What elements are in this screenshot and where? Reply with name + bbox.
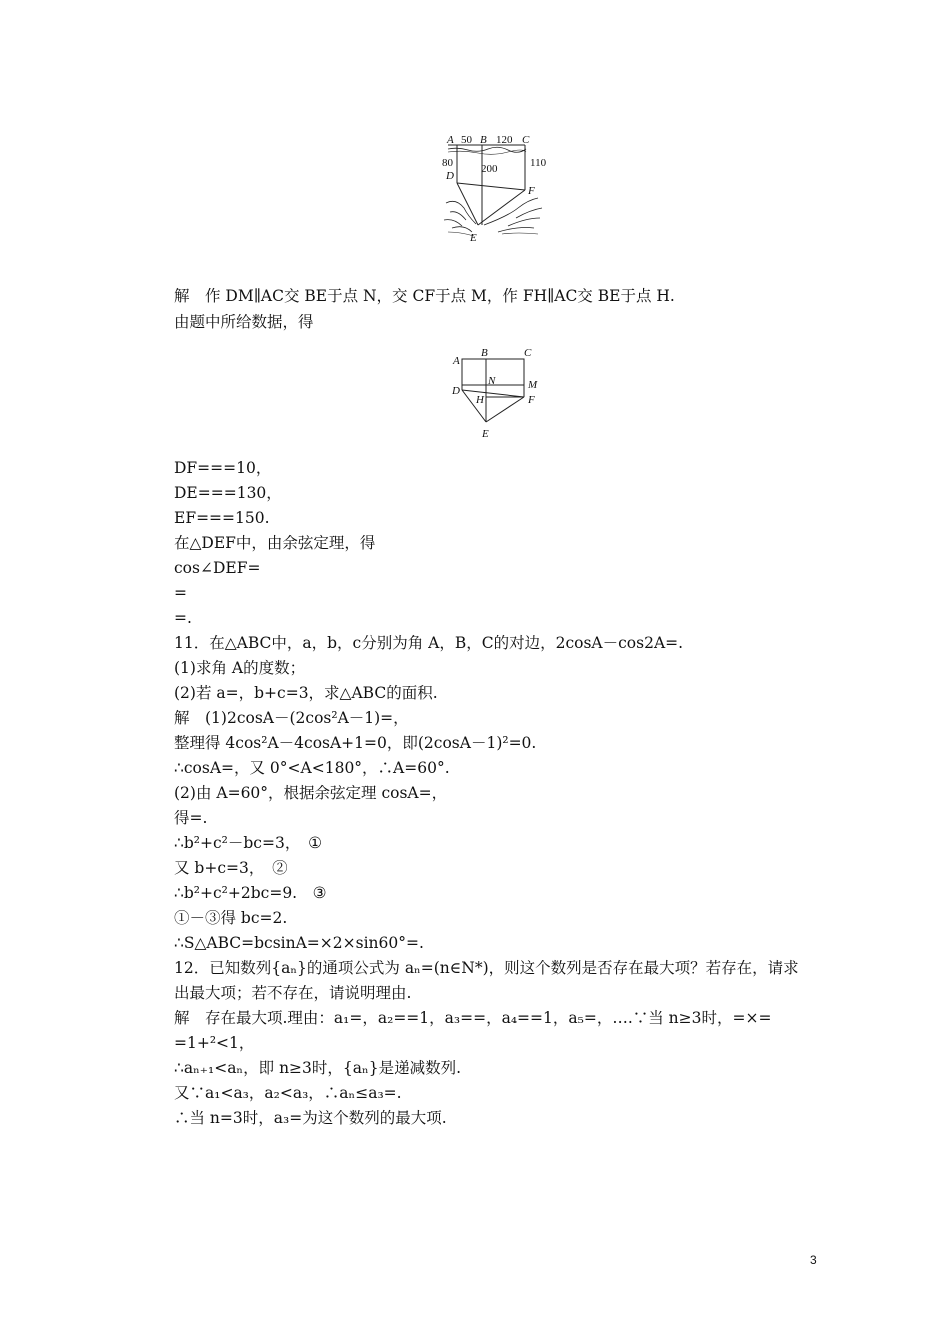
problem-12: 12．已知数列{aₙ}的通项公式为 aₙ=(n∈N*)，则这个数列是否存在最大项？若存在，请求 xyxy=(174,959,799,977)
fig1-num-80: 80 xyxy=(442,157,453,169)
fig2-label-D: D xyxy=(452,385,460,397)
fig1-num-110: 110 xyxy=(530,157,547,169)
fig1-num-50: 50 xyxy=(461,134,472,146)
figure-river-diagram xyxy=(438,128,556,246)
fig2-label-N: N xyxy=(488,375,496,387)
solution-12-line4: 又∵a₁<a₃，a₂<a₃，∴aₙ≤a₃=. xyxy=(174,1084,402,1102)
fig2-label-C: C xyxy=(524,347,532,359)
problem-12-cont: 出最大项；若不存在，请说明理由. xyxy=(174,984,412,1002)
text-line-8: = xyxy=(174,584,187,602)
solution-11-line6: ∴b²+c²－bc=3， ① xyxy=(174,834,322,852)
figure-construction-diagram xyxy=(448,344,548,442)
text-line-5: EF===150. xyxy=(174,509,270,527)
problem-11-part2: (2)若 a=，b+c=3，求△ABC的面积. xyxy=(174,684,438,702)
solution-12-line3: ∴aₙ₊₁<aₙ，即 n≥3时，{aₙ}是递减数列. xyxy=(174,1059,461,1077)
text-line-1: 解 作 DM∥AC交 BE于点 N，交 CF于点 M，作 FH∥AC交 BE于点 H. xyxy=(174,287,675,305)
text-line-7: cos∠DEF= xyxy=(174,559,261,577)
fig1-label-D: D xyxy=(446,170,454,182)
solution-12-line5: ∴当 n=3时，a₃=为这个数列的最大项. xyxy=(174,1109,447,1127)
fig2-label-E: E xyxy=(482,428,489,440)
solution-12-line2: =1+²<1， xyxy=(174,1034,255,1052)
fig2-label-A: A xyxy=(453,355,460,367)
fig1-label-E: E xyxy=(470,232,477,244)
fig1-label-F: F xyxy=(528,185,535,197)
fig1-label-B: B xyxy=(480,134,487,146)
solution-11-line1: 解 (1)2cosA－(2cos²A－1)=， xyxy=(174,709,409,727)
text-line-4: DE===130， xyxy=(174,484,282,502)
solution-11-line8: ∴b²+c²+2bc=9. ③ xyxy=(174,884,327,902)
fig1-label-C: C xyxy=(522,134,530,146)
fig2-label-H: H xyxy=(476,394,484,406)
fig1-num-200: 200 xyxy=(481,163,498,175)
solution-11-line10: ∴S△ABC=bcsinA=×2×sin60°=. xyxy=(174,934,424,952)
solution-11-line3: ∴cosA=，又 0°<A<180°，∴A=60°. xyxy=(174,759,450,777)
solution-11-line7: 又 b+c=3， ② xyxy=(174,859,288,877)
text-line-6: 在△DEF中，由余弦定理，得 xyxy=(174,534,376,552)
solution-11-line4: (2)由 A=60°，根据余弦定理 cosA=， xyxy=(174,784,448,802)
problem-11: 11．在△ABC中，a，b，c分别为角 A，B，C的对边，2cosA－cos2A=. xyxy=(174,634,684,652)
page-number: 3 xyxy=(810,1253,817,1267)
fig1-num-120: 120 xyxy=(496,134,513,146)
fig1-label-A: A xyxy=(447,134,454,146)
problem-11-part1: (1)求角 A的度数； xyxy=(174,659,306,677)
fig2-label-F: F xyxy=(528,394,535,406)
fig2-label-B: B xyxy=(481,347,488,359)
solution-11-line5: 得=. xyxy=(174,809,208,827)
solution-12-line1: 解 存在最大项.理由：a₁=，a₂==1，a₃==，a₄==1，a₅=，….∵当 n≥3时，=×= xyxy=(174,1009,772,1027)
fig2-label-M: M xyxy=(528,379,538,391)
text-line-9: =. xyxy=(174,609,192,627)
text-line-2: 由题中所给数据，得 xyxy=(174,313,314,331)
text-line-3: DF===10， xyxy=(174,459,272,477)
solution-11-line9: ①－③得 bc=2. xyxy=(174,909,288,927)
solution-11-line2: 整理得 4cos²A－4cosA+1=0，即(2cosA－1)²=0. xyxy=(174,734,537,752)
